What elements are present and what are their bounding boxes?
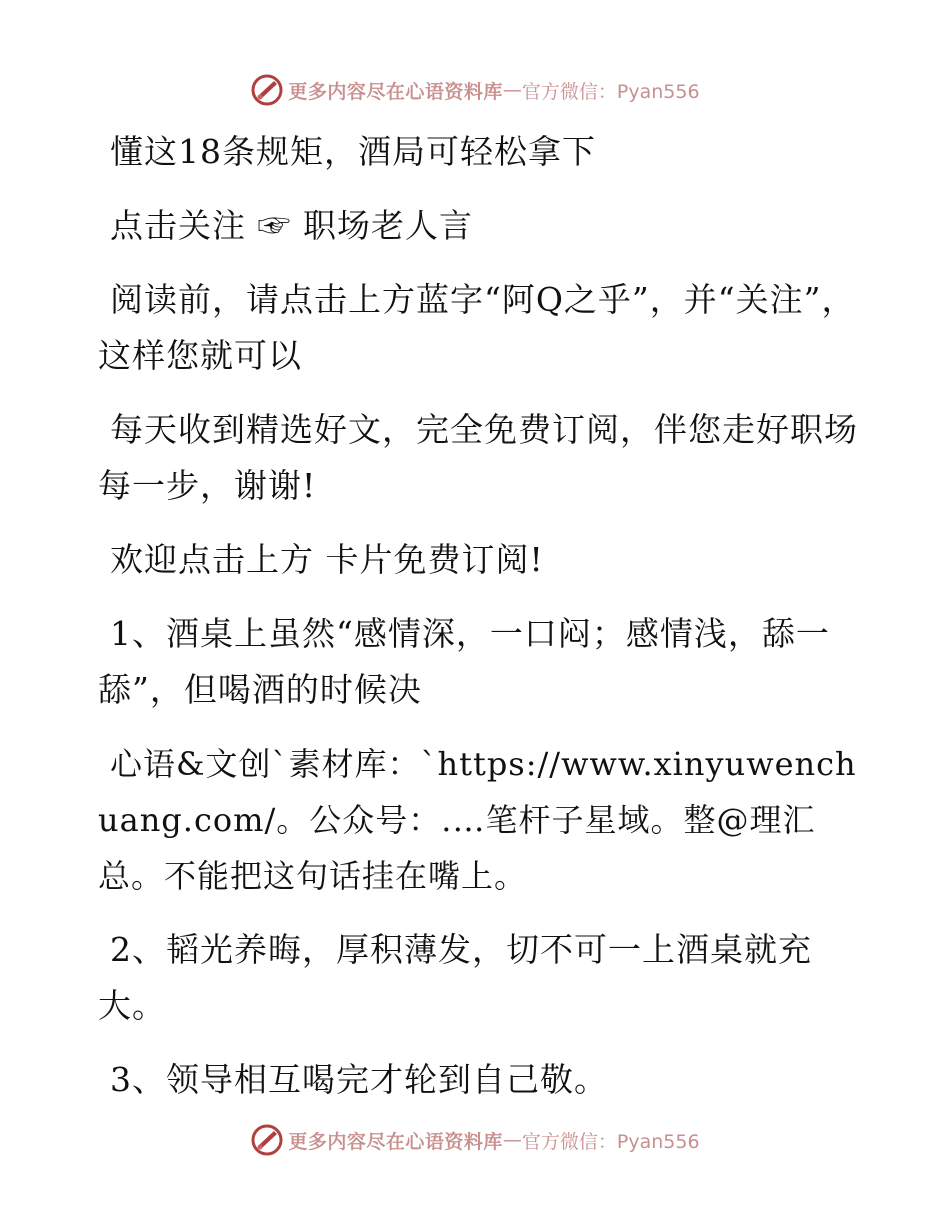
banner-wechat: 官方微信：Pyan556 — [521, 80, 700, 103]
document-body — [98, 124, 858, 1126]
footer-watermark — [0, 1120, 950, 1160]
paragraph: 3、领导相互喝完才轮到自己敬。 — [110, 1060, 608, 1099]
brand-logo-icon — [250, 73, 284, 107]
banner-wechat: 官方微信：Pyan556 — [521, 1130, 700, 1153]
paragraph: 1、酒桌上虽然“感情深，一口闷；感情浅，舔一舔”，但喝酒的时候决 — [98, 614, 830, 709]
brand-logo-icon — [250, 1123, 284, 1157]
paragraph: 阅读前，请点击上方蓝字“阿Q之乎”，并“关注”，这样您就可以 — [98, 280, 856, 375]
follow-line: 点击关注 ☞ 职场老人言 — [110, 206, 473, 245]
document-title: 懂这18条规矩，酒局可轻松拿下 — [110, 132, 596, 171]
paragraph: 2、韬光养晦，厚积薄发，切不可一上酒桌就充大。 — [98, 930, 812, 1025]
header-watermark — [0, 70, 950, 110]
banner-dash: — — [502, 79, 522, 101]
paragraph: 每天收到精选好文，完全免费订阅，伴您走好职场每一步，谢谢! — [98, 410, 858, 505]
paragraph: 心语&文创`素材库：`https://www.xinyuwenchuang.com/。公众号：.…笔杆子星域。整@理汇总。不能把这句话挂在嘴上。 — [98, 745, 857, 895]
banner-text: 更多内容尽在心语资料库 — [288, 80, 503, 103]
banner-dash: — — [502, 1129, 522, 1151]
banner-text: 更多内容尽在心语资料库 — [288, 1130, 503, 1153]
paragraph: 欢迎点击上方 卡片免费订阅! — [110, 540, 544, 579]
